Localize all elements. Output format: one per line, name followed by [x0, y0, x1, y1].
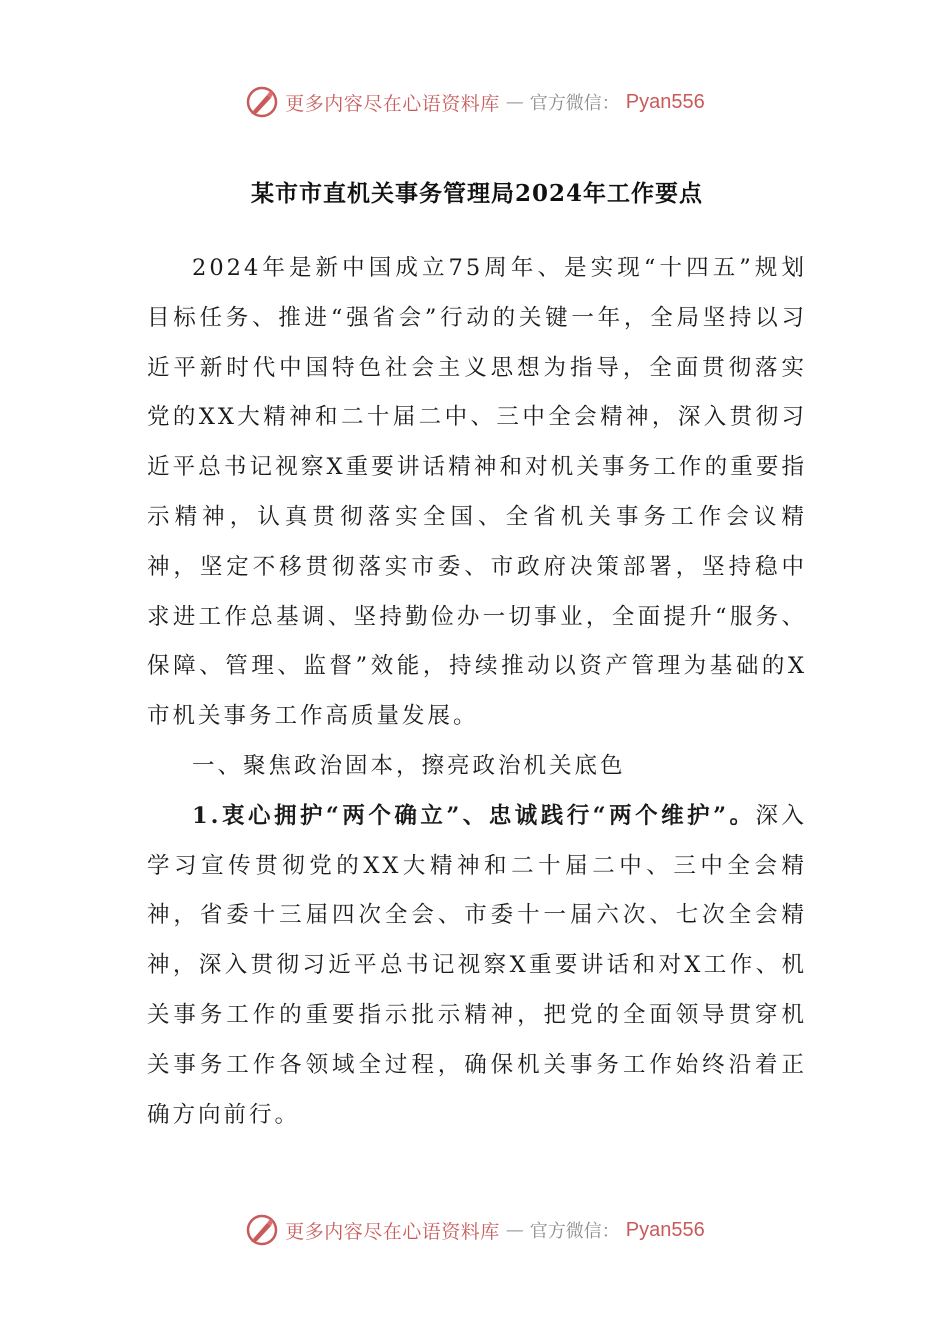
watermark-footer [0, 1210, 950, 1250]
watermark-dash: — [505, 1219, 524, 1241]
item-body-1: 深入学习宣传贯彻党的XX大精神和二十届二中、三中全会精神，省委十三届四次全会、市委十一届六次、七次全会精神，深入贯彻习近平总书记视察X重要讲话和对X工作、机关事务工作的重要指示批示精神，把党的全面领导贯穿机关事务工作各领域全过程，确保机关事务工作始终沿着正确方向前行。 [147, 802, 807, 1128]
item-paragraph-1 [147, 792, 807, 1141]
intro-paragraph: 2024年是新中国成立75周年、是实现“十四五”规划目标任务、推进“强省会”行动的关键一年，全局坚持以习近平新时代中国特色社会主义思想为指导，全面贯彻落实党的XX大精神和二十届二中、三中全会精神，深入贯彻习近平总书记视察X重要讲话精神和对机关事务工作的重要指示精神，认真贯彻落实全国、全省机关事务工作会议精神，坚定不移贯彻落实市委、市政府决策部署，坚持稳中求进工作总基调、坚持勤俭办一切事业，全面提升“服务、保障、管理、监督”效能，持续推动以资产管理为基础的X市机关事务工作高质量发展。 [147, 255, 807, 730]
watermark-dash: — [505, 91, 524, 113]
section-heading-1: 一、聚焦政治固本，擦亮政治机关底色 [192, 752, 626, 779]
document-title: 某市市直机关事务管理局2024年工作要点 [250, 180, 703, 207]
watermark-text: 更多内容尽在心语资料库 [285, 1220, 500, 1243]
watermark-header [0, 82, 950, 122]
document-body [147, 176, 807, 1140]
pen-logo-icon [245, 1213, 279, 1247]
watermark-wechat-id: Pyan556 [625, 1218, 705, 1241]
item-lead-1: 1.衷心拥护“两个确立”、忠诚践行“两个维护”。 [192, 802, 756, 829]
watermark-wechat-label: 官方微信： [529, 93, 620, 114]
pen-logo-icon [245, 85, 279, 119]
watermark-text: 更多内容尽在心语资料库 [285, 92, 500, 115]
watermark-wechat-id: Pyan556 [625, 90, 705, 113]
watermark-wechat-label: 官方微信： [529, 1221, 620, 1242]
